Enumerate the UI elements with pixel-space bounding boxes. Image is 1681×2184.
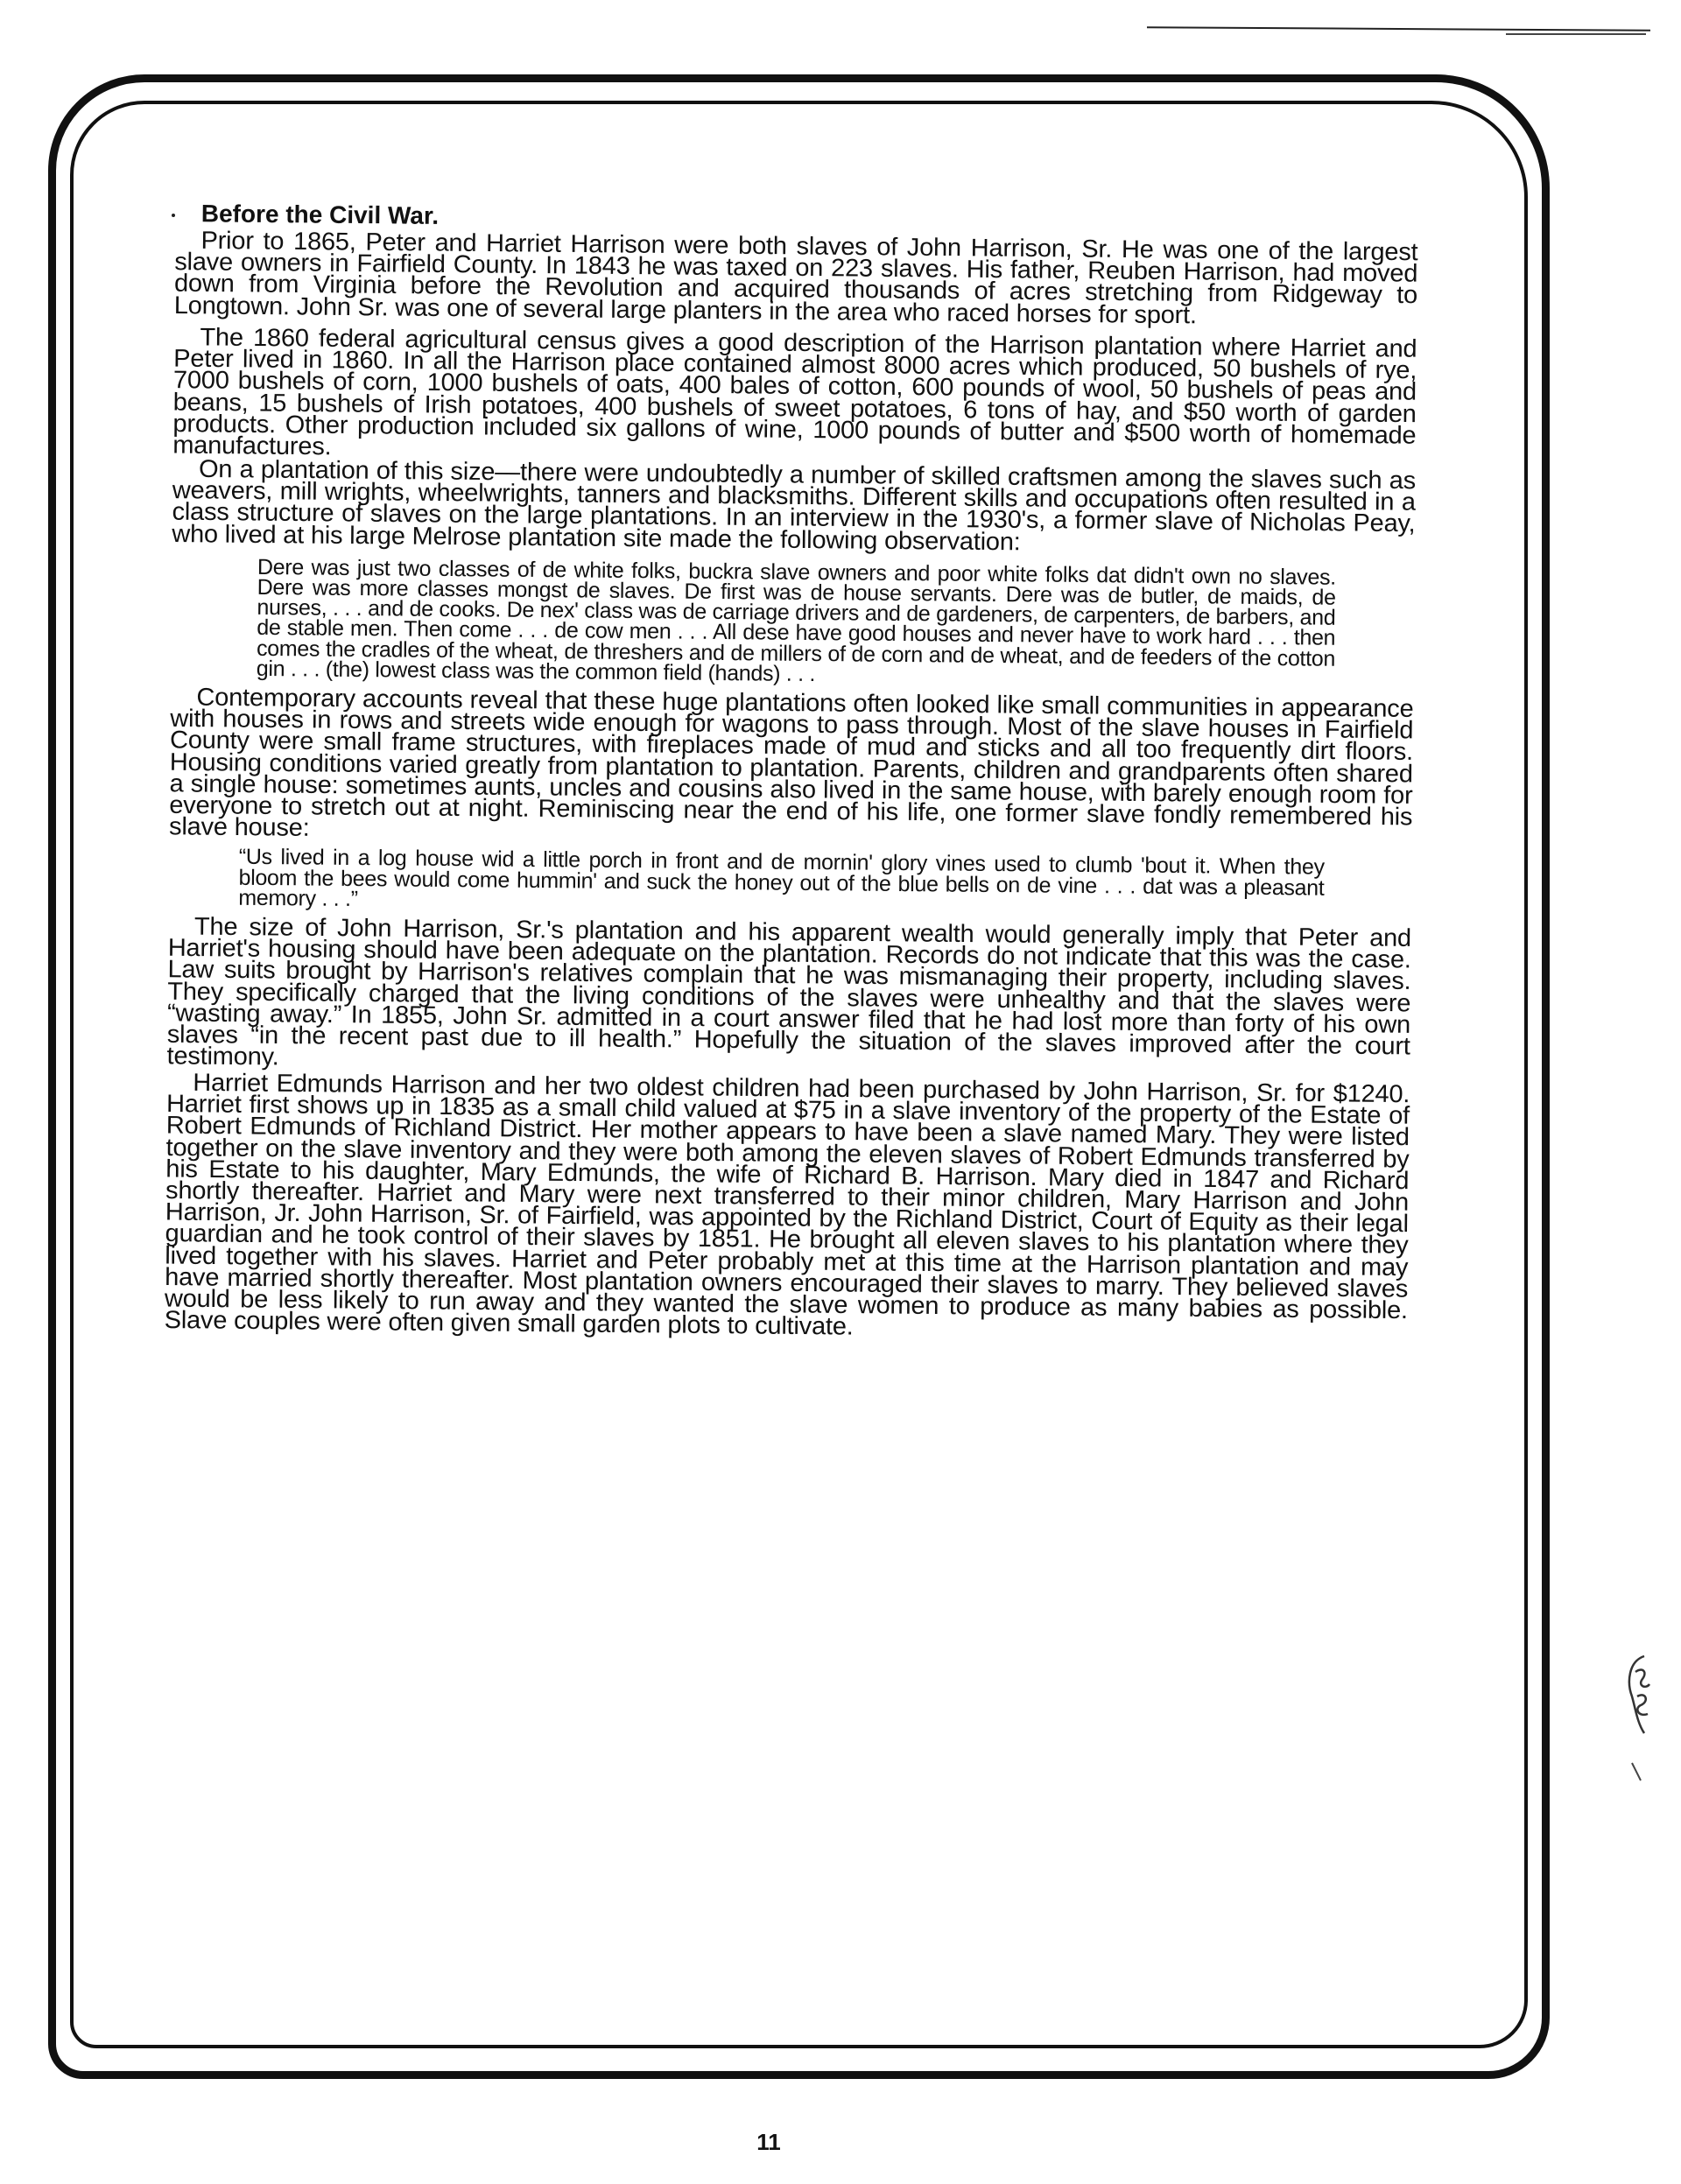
- margin-tick-mark: [1630, 1761, 1642, 1782]
- top-rule-accent: [1506, 33, 1646, 35]
- section-title: Before the Civil War.: [200, 200, 440, 229]
- quote-log-house: “Us lived in a log house wid a little porch in front and de mornin' glory vines used to clumb 'bout it. When they bloom the bees would come hummin' and suck the honey out of the blue bells on de vine . . . dat was a pleasant memory . . .”: [238, 845, 1325, 911]
- quote-slave-classes: Dere was just two classes of de white folks, buckra slave owners and poor white folks dat didn't own no slaves. Dere was more classes mongst de slaves. De first was de house servants. Dere was de butler, de maids, de nurses, . . . and de cooks. De nex' class was de carriage drivers and de gardeners, de carpenters, de barbers, and de stable men. Then come . . . de cow men . . . All dese have good houses and never have to work hard . . . then comes the cradles of the wheat, de threshers and de millers of de corn and de wheat, and de feeders of the cotton gin . . . (the) lowest class was the common field (hands) . . .: [256, 554, 1337, 686]
- paragraph-harrison-slaves: Prior to 1865, Peter and Harriet Harrison were both slaves of John Harrison, Sr. He was one of the largest slave owners in Fairfield County. In 1843 he was taxed on 223 slaves. His father, Reuben Harrison, had moved down from Virginia before the Revolution and acquired thousands of acres stretching from Ridgeway to Longtown. John Sr. was one of several large planters in the area who raced horses for sport.: [173, 227, 1418, 329]
- paragraph-living-conditions: The size of John Harrison, Sr.'s plantation and his apparent wealth would generally imply that Peter and Harriet's housing should have been adequate on the plantation. Records do not indicate that this was the case. Law suits brought by Harrison's relatives complain that he was mismanaging their property, including slaves. They specifically charged that the living conditions of the slaves were unhealthy and that the slaves were “wasting away.” In 1855, John Sr. admitted in a court answer filed that he had lost more than forty of his own slaves “in the recent past due to ill health.” Hopefully the situation of the slaves improved after the court testimony.: [166, 913, 1412, 1071]
- paragraph-housing: Contemporary accounts reveal that these huge plantations often looked like small communities in appearance with houses in rows and streets wide enough for wagons to pass through. Most of the slave houses in Fairfield County were small frame structures, with fireplaces made of mud and sticks and all too frequently dirt floors. Housing conditions varied greatly from plantation to plantation. Parents, children and grandparents often shared a single house: sometimes aunts, uncles and cousins also lived in the same house, with barely enough room for everyone to stretch out at night. Reminiscing near the end of his life, one former slave fondly remembered his slave house:: [168, 684, 1414, 842]
- paragraph-agricultural-census: The 1860 federal agricultural census gives a good description of the Harrison plantation where Harriet and Peter lived in 1860. In all the Harrison place contained almost 8000 acres which produced, 50 bushels of rye, 7000 bushels of corn, 1000 bushels of oats, 400 bales of cotton, 600 pounds of wool, 50 bushels of peas and beans, 15 bushels of Irish potatoes, 400 bushels of sweet potatoes, 6 tons of hay, and $50 worth of garden products. Other production included six gallons of wine, 1000 pounds of butter and $500 worth of homemade manufactures.: [172, 323, 1417, 460]
- handwritten-page-note: [1618, 1653, 1656, 1737]
- page-number: 11: [756, 2129, 781, 2155]
- article-body: [165, 198, 1418, 1346]
- paragraph-harriet-edmunds: Harriet Edmunds Harrison and her two oldest children had been purchased by John Harrison, Sr. for $1240. Harriet first shows up in 1835 as a small child valued at $75 in a slave inventory of the property of the Estate of Robert Edmunds of Richland District. Her mother appears to have been a slave named Mary. They were listed together on the slave inventory and they were both among the eleven slaves of Robert Edmunds transferred by his Estate to his daughter, Mary Edmunds, the wife of Richard B. Harrison. Mary died in 1847 and Richard shortly thereafter. Harriet and Mary were next transferred to their minor children, Mary Harrison and John Harrison, Jr. John Harrison, Sr. of Fairfield, was appointed by the Richland District, Court of Equity as their legal guardian and he took control of their slaves by 1851. He brought all eleven slaves to his plantation where they lived together with his slaves. Harriet and Peter probably met at this time at the Harrison plantation and may have married shortly thereafter. Most plantation owners encouraged their slaves to marry. They believed slaves would be less likely to run away and they wanted the slave women to produce as many babies as possible. Slave couples were often given small garden plots to cultivate.: [164, 1068, 1410, 1341]
- top-rule: [1147, 26, 1650, 32]
- paragraph-craftsmen: On a plantation of this size—there were undoubtedly a number of skilled craftsmen among the slaves such as weavers, mill wrights, wheelwrights, tanners and blacksmiths. Different skills and occupations often resulted in a class structure of slaves on the large plantations. In an interview in the 1930's, a former slave of Nicholas Peay, who lived at his large Melrose plantation site made the following observation:: [172, 455, 1417, 556]
